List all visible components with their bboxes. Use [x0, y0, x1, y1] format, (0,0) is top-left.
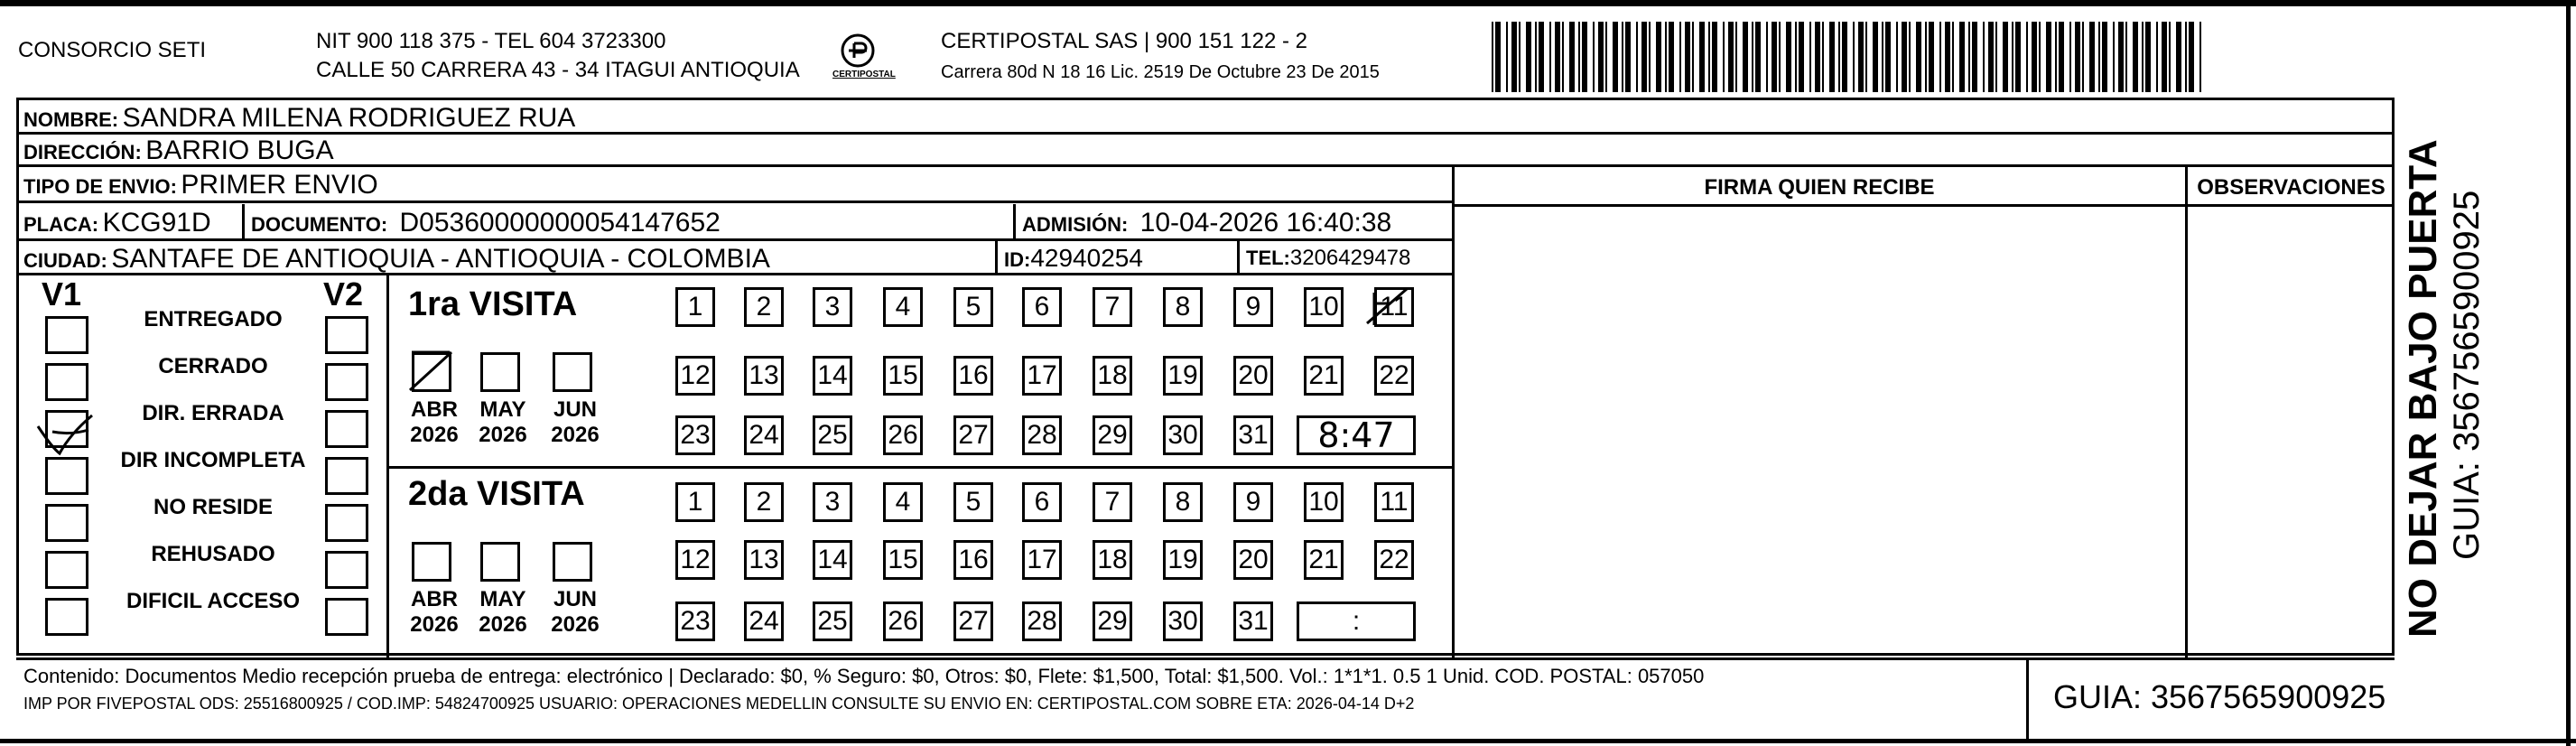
check-mark-day-11 — [1362, 284, 1412, 334]
barcode — [1492, 22, 2212, 92]
month-year: 2026 — [410, 422, 459, 447]
barcode-bar — [1539, 22, 1544, 92]
barcode-bar — [1929, 22, 1934, 92]
time-field[interactable]: 8:47 — [1297, 415, 1416, 455]
barcode-bar — [1685, 22, 1690, 92]
month-checkbox-jun[interactable] — [553, 542, 592, 582]
barcode-bar — [1669, 22, 1674, 92]
day-box-21[interactable]: 21 — [1304, 540, 1344, 580]
barcode-bar — [1829, 22, 1835, 92]
barcode-bar — [1598, 22, 1604, 92]
day-box-11[interactable]: 11 — [1374, 287, 1414, 327]
barcode-bar — [1842, 22, 1847, 92]
barcode-bar — [1995, 22, 1997, 92]
license-line: Carrera 80d N 18 16 Lic. 2519 De Octubre 23 De 2015 — [941, 62, 1380, 82]
barcode-bar — [1625, 22, 1631, 92]
tel-value: 3206429478 — [1289, 246, 1411, 270]
nit-line: NIT 900 118 375 - TEL 604 3723300 — [316, 29, 666, 53]
barcode-bar — [1755, 22, 1761, 92]
barcode-bar — [1902, 22, 1907, 92]
day-box-16[interactable]: 16 — [953, 540, 993, 580]
signature-area[interactable] — [1455, 208, 2183, 656]
day-box-12[interactable]: 12 — [675, 356, 715, 396]
barcode-bar — [2015, 22, 2021, 92]
day-box-6[interactable]: 6 — [1022, 482, 1062, 522]
barcode-bar — [1622, 22, 1623, 92]
v1-checkbox[interactable] — [45, 457, 88, 495]
barcode-bar — [1495, 22, 1501, 92]
barcode-bar — [1858, 22, 1864, 92]
status-label: DIR INCOMPLETA — [120, 448, 306, 472]
v1-checkbox[interactable] — [45, 316, 88, 354]
document-label: DOCUMENTO: — [251, 213, 388, 236]
barcode-bar — [1779, 22, 1781, 92]
check-mark-abr — [405, 347, 459, 397]
day-box-22[interactable]: 22 — [1374, 356, 1414, 396]
barcode-bar — [1656, 22, 1661, 92]
day-box-17[interactable]: 17 — [1022, 356, 1062, 396]
right-rule — [2566, 0, 2571, 746]
barcode-bar — [1766, 22, 1768, 92]
barcode-bar — [1916, 22, 1921, 92]
day-box-9[interactable]: 9 — [1233, 482, 1273, 522]
id-label: ID: — [1004, 248, 1031, 271]
day-box-29[interactable]: 29 — [1093, 601, 1132, 641]
city-label: CIUDAD: — [23, 249, 107, 272]
visit1-title: 1ra VISITA — [408, 285, 578, 323]
day-box-30[interactable]: 30 — [1163, 601, 1203, 641]
barcode-bar — [2102, 22, 2107, 92]
day-box-8[interactable]: 8 — [1163, 287, 1203, 327]
barcode-bar — [1865, 22, 1867, 92]
day-box-31[interactable]: 31 — [1233, 601, 1273, 641]
plate-value: KCG91D — [102, 208, 211, 238]
signature-header: FIRMA QUIEN RECIBE — [1704, 175, 1935, 200]
top-rule — [0, 0, 2576, 6]
barcode-bar — [2039, 22, 2041, 92]
tel-label: TEL: — [1246, 247, 1290, 269]
footer-print-line: IMP POR FIVEPOSTAL ODS: 25516800925 / COD.IMP: 54824700925 USUARIO: OPERACIONES MEDELLIN CONSULTE SU ENVIO EN: CERTIPOSTAL.COM SOBRE ETA: 2026-04-14 D+2 — [23, 695, 1415, 713]
day-box-1[interactable]: 1 — [675, 482, 715, 522]
day-box-4[interactable]: 4 — [883, 287, 923, 327]
bottom-rule — [0, 739, 2576, 743]
barcode-bar — [1708, 22, 1710, 92]
day-box-8[interactable]: 8 — [1163, 482, 1203, 522]
barcode-bar — [1873, 22, 1878, 92]
day-box-7[interactable]: 7 — [1093, 287, 1132, 327]
barcode-bar — [1506, 22, 1508, 92]
side-guide: GUIA: 3567565900925 — [2447, 190, 2487, 560]
barcode-bar — [2142, 22, 2144, 92]
barcode-bar — [2176, 22, 2181, 92]
day-box-5[interactable]: 5 — [953, 287, 993, 327]
barcode-bar — [1853, 22, 1855, 92]
plate-label: PLACA: — [23, 213, 99, 236]
day-box-26[interactable]: 26 — [883, 415, 923, 455]
shipment-type: PRIMER ENVIO — [181, 170, 378, 200]
v1-checkbox[interactable] — [45, 504, 88, 542]
day-box-10[interactable]: 10 — [1304, 287, 1344, 327]
day-box-17[interactable]: 17 — [1022, 540, 1062, 580]
barcode-bar — [1795, 22, 1797, 92]
barcode-bar — [2156, 22, 2158, 92]
barcode-bar — [1649, 22, 1651, 92]
day-box-30[interactable]: 30 — [1163, 415, 1203, 455]
barcode-bar — [1641, 22, 1647, 92]
barcode-bar — [1535, 22, 1537, 92]
v2-header: V2 — [323, 275, 364, 312]
day-box-11[interactable]: 11 — [1374, 482, 1414, 522]
month-year: 2026 — [410, 611, 459, 637]
barcode-bar — [1526, 22, 1531, 92]
status-label: DIFICIL ACCESO — [126, 589, 300, 613]
day-box-9[interactable]: 9 — [1233, 287, 1273, 327]
day-box-4[interactable]: 4 — [883, 482, 923, 522]
barcode-bar — [2059, 22, 2064, 92]
barcode-bar — [1723, 22, 1725, 92]
v2-checkbox[interactable] — [325, 598, 368, 636]
barcode-bar — [2098, 22, 2100, 92]
month-label — [473, 397, 533, 447]
barcode-bar — [2133, 22, 2138, 92]
carrier-line: CERTIPOSTAL SAS | 900 151 122 - 2 — [941, 29, 1307, 53]
barcode-bar — [1822, 22, 1824, 92]
month-label — [405, 587, 464, 637]
day-box-7[interactable]: 7 — [1093, 482, 1132, 522]
month-year: 2026 — [551, 611, 600, 637]
visit2-title: 2da VISITA — [408, 475, 585, 513]
day-box-27[interactable]: 27 — [953, 415, 993, 455]
month-name: MAY — [479, 587, 526, 611]
barcode-bar — [1712, 22, 1717, 92]
barcode-bar — [1988, 22, 1994, 92]
barcode-bar — [2012, 22, 2013, 92]
barcode-bar — [1555, 22, 1560, 92]
barcode-bar — [1699, 22, 1705, 92]
month-year: 2026 — [551, 422, 600, 447]
recipient-name: SANDRA MILENA RODRIGUEZ RUA — [122, 103, 576, 133]
barcode-bar — [1809, 22, 1811, 92]
barcode-bar — [1952, 22, 1954, 92]
day-box-19[interactable]: 19 — [1163, 540, 1203, 580]
address-line: CALLE 50 CARRERA 43 - 34 ITAGUI ANTIOQUIA — [316, 58, 800, 82]
day-box-28[interactable]: 28 — [1022, 601, 1062, 641]
footer-guide: GUIA: 3567565900925 — [2053, 678, 2386, 715]
v1-checkbox[interactable] — [45, 598, 88, 636]
barcode-bar — [1582, 22, 1587, 92]
month-checkbox-may[interactable] — [480, 542, 520, 582]
day-box-12[interactable]: 12 — [675, 540, 715, 580]
month-name: MAY — [479, 397, 526, 422]
month-label — [405, 397, 464, 447]
barcode-bar — [1636, 22, 1638, 92]
day-box-23[interactable]: 23 — [675, 415, 715, 455]
month-name: JUN — [553, 397, 597, 422]
day-box-14[interactable]: 14 — [813, 356, 852, 396]
month-label — [545, 587, 605, 637]
barcode-bar — [1549, 22, 1551, 92]
day-box-2[interactable]: 2 — [744, 287, 784, 327]
day-box-13[interactable]: 13 — [744, 540, 784, 580]
day-box-20[interactable]: 20 — [1233, 356, 1273, 396]
month-label — [473, 587, 533, 637]
barcode-bar — [1692, 22, 1694, 92]
day-box-3[interactable]: 3 — [813, 482, 852, 522]
day-box-5[interactable]: 5 — [953, 482, 993, 522]
day-box-14[interactable]: 14 — [813, 540, 852, 580]
logo-text: CERTIPOSTAL — [832, 70, 896, 79]
barcode-bar — [2026, 22, 2028, 92]
day-box-1[interactable]: 1 — [675, 287, 715, 327]
barcode-bar — [2055, 22, 2057, 92]
status-label: DIR. ERRADA — [142, 401, 284, 425]
barcode-bar — [1679, 22, 1681, 92]
barcode-bar — [1838, 22, 1840, 92]
v1-checkbox[interactable] — [45, 363, 88, 401]
day-box-3[interactable]: 3 — [813, 287, 852, 327]
barcode-bar — [1968, 22, 1970, 92]
month-label — [545, 397, 605, 447]
v1-checkbox[interactable] — [45, 551, 88, 589]
v2-checkbox[interactable] — [325, 410, 368, 448]
observations-header: OBSERVACIONES — [2197, 175, 2385, 200]
day-box-22[interactable]: 22 — [1374, 540, 1414, 580]
barcode-bar — [2003, 22, 2008, 92]
id-value: 42940254 — [1030, 244, 1143, 272]
city-value: SANTAFE DE ANTIOQUIA - ANTIOQUIA - COLOMBIA — [111, 244, 770, 274]
barcode-bar — [1882, 22, 1883, 92]
barcode-bar — [1909, 22, 1911, 92]
day-box-26[interactable]: 26 — [883, 601, 923, 641]
month-checkbox-may[interactable] — [480, 352, 520, 392]
barcode-bar — [2185, 22, 2187, 92]
day-box-16[interactable]: 16 — [953, 356, 993, 396]
footer-content-line: Contenido: Documentos Medio recepción prueba de entrega: electrónico | Declarado: $0, % Seguro: $0, Otros: $0, Flete: $1,500, Total: $1,500. Vol.: 1*1*1. 0.5 1 Unid. COD. POSTAL: 057050 — [23, 665, 1705, 687]
barcode-bar — [2075, 22, 2080, 92]
day-box-18[interactable]: 18 — [1093, 540, 1132, 580]
barcode-bar — [2113, 22, 2115, 92]
day-box-15[interactable]: 15 — [883, 356, 923, 396]
day-box-24[interactable]: 24 — [744, 601, 784, 641]
name-label: NOMBRE: — [23, 108, 119, 131]
barcode-bar — [1752, 22, 1753, 92]
company-name: CONSORCIO SETI — [18, 38, 207, 62]
time-field[interactable]: : — [1297, 601, 1416, 641]
barcode-bar — [1983, 22, 1985, 92]
month-checkbox-abr[interactable] — [412, 542, 451, 582]
barcode-bar — [2082, 22, 2084, 92]
barcode-bar — [1799, 22, 1804, 92]
barcode-bar — [1562, 22, 1564, 92]
day-box-28[interactable]: 28 — [1022, 415, 1062, 455]
barcode-bar — [1519, 22, 1520, 92]
month-name: ABR — [411, 587, 458, 611]
barcode-bar — [1972, 22, 1977, 92]
day-box-13[interactable]: 13 — [744, 356, 784, 396]
barcode-bar — [1959, 22, 1965, 92]
day-box-19[interactable]: 19 — [1163, 356, 1203, 396]
address-label: DIRECCIÓN: — [23, 141, 142, 163]
v2-checkbox[interactable] — [325, 363, 368, 401]
month-name: ABR — [411, 397, 458, 422]
admission-value: 10-04-2026 16:40:38 — [1139, 208, 1392, 238]
month-name: JUN — [553, 587, 597, 611]
v1-header: V1 — [42, 275, 82, 312]
barcode-bar — [1511, 22, 1517, 92]
day-box-10[interactable]: 10 — [1304, 482, 1344, 522]
day-box-18[interactable]: 18 — [1093, 356, 1132, 396]
status-label: NO RESIDE — [153, 495, 274, 519]
day-box-25[interactable]: 25 — [813, 601, 852, 641]
v2-checkbox[interactable] — [325, 316, 368, 354]
barcode-bar — [2162, 22, 2167, 92]
day-box-21[interactable]: 21 — [1304, 356, 1344, 396]
check-mark-dir-errada — [34, 408, 98, 457]
barcode-bar — [1605, 22, 1607, 92]
day-box-2[interactable]: 2 — [744, 482, 784, 522]
type-label: TIPO DE ENVIO: — [23, 175, 177, 198]
admission-label: ADMISIÓN: — [1022, 213, 1129, 236]
barcode-bar — [2046, 22, 2051, 92]
day-box-15[interactable]: 15 — [883, 540, 923, 580]
day-box-31[interactable]: 31 — [1233, 415, 1273, 455]
day-box-27[interactable]: 27 — [953, 601, 993, 641]
barcode-bar — [2089, 22, 2095, 92]
barcode-bar — [1743, 22, 1748, 92]
barcode-bar — [1613, 22, 1618, 92]
barcode-bar — [1939, 22, 1941, 92]
day-box-6[interactable]: 6 — [1022, 287, 1062, 327]
v2-checkbox[interactable] — [325, 457, 368, 495]
barcode-bar — [2032, 22, 2037, 92]
barcode-bar — [2125, 22, 2127, 92]
barcode-bar — [1945, 22, 1950, 92]
day-box-20[interactable]: 20 — [1233, 540, 1273, 580]
document-value: D05360000000054147652 — [399, 208, 721, 238]
barcode-bar — [1896, 22, 1898, 92]
barcode-bar — [2069, 22, 2071, 92]
barcode-bar — [2199, 22, 2201, 92]
status-label: CERRADO — [158, 354, 268, 378]
status-label: ENTREGADO — [144, 307, 283, 331]
recipient-address: BARRIO BUGA — [145, 135, 334, 165]
month-checkbox-jun[interactable] — [553, 352, 592, 392]
side-warning: NO DEJAR BAJO PUERTA — [2401, 139, 2445, 638]
day-box-29[interactable]: 29 — [1093, 415, 1132, 455]
day-box-23[interactable]: 23 — [675, 601, 715, 641]
month-year: 2026 — [479, 611, 527, 637]
barcode-bar — [1728, 22, 1734, 92]
barcode-bar — [1786, 22, 1791, 92]
barcode-bar — [2169, 22, 2171, 92]
observations-area[interactable] — [2189, 208, 2393, 656]
barcode-bar — [2145, 22, 2151, 92]
barcode-bar — [1772, 22, 1777, 92]
barcode-bar — [1885, 22, 1891, 92]
barcode-bar — [2189, 22, 2194, 92]
barcode-bar — [1492, 22, 1493, 92]
barcode-bar — [1925, 22, 1927, 92]
barcode-bar — [1593, 22, 1595, 92]
barcode-bar — [2118, 22, 2124, 92]
status-label: REHUSADO — [151, 542, 275, 566]
day-box-25[interactable]: 25 — [813, 415, 852, 455]
barcode-bar — [1815, 22, 1820, 92]
day-box-24[interactable]: 24 — [744, 415, 784, 455]
month-year: 2026 — [479, 422, 527, 447]
barcode-bar — [1735, 22, 1737, 92]
barcode-bar — [1578, 22, 1580, 92]
v2-checkbox[interactable] — [325, 504, 368, 542]
v2-checkbox[interactable] — [325, 551, 368, 589]
barcode-bar — [1665, 22, 1667, 92]
certipostal-logo — [832, 33, 896, 85]
barcode-bar — [1569, 22, 1575, 92]
